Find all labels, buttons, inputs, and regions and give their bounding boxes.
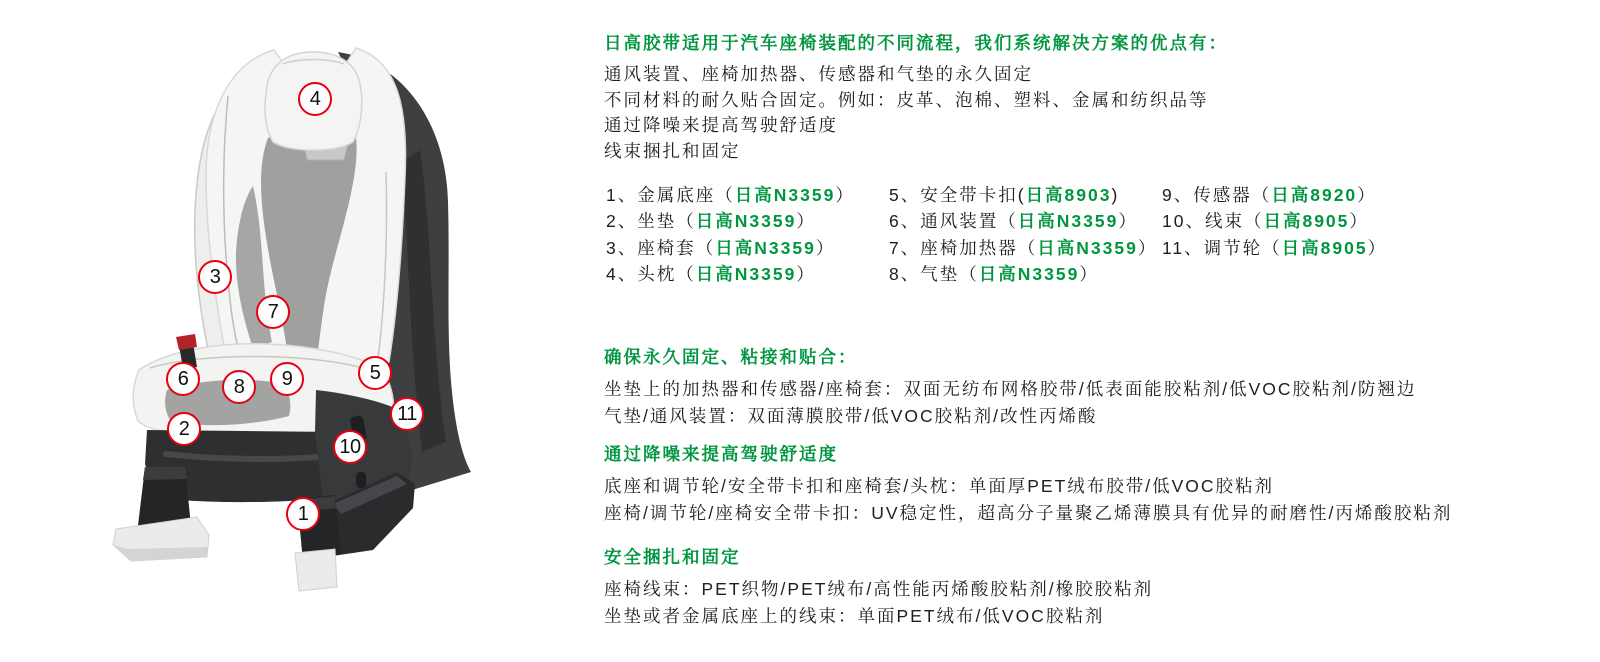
callout-9-label: 9: [281, 368, 293, 390]
parts-list-column-1: [606, 182, 855, 287]
parts-list-column-2: [889, 182, 1157, 287]
product-code: 日高N3359: [1037, 237, 1138, 258]
part-item: 10、线束（日高8905）: [1162, 211, 1369, 232]
part-item: 5、安全带卡扣(日高8903): [889, 185, 1120, 205]
section-line: 坐垫或者金属底座上的线束：单面PET绒布/低VOC胶粘剂: [604, 606, 1105, 626]
callout-6: [166, 362, 200, 396]
section-line: 坐垫上的加热器和传感器/座椅套：双面无纺布网格胶带/低表面能胶粘剂/低VOC胶粘剂/防翘边: [604, 379, 1417, 399]
product-code: 日高N3359: [715, 237, 816, 258]
part-item: 2、坐垫（日高N3359）: [606, 211, 816, 232]
product-code: 日高N3359: [734, 185, 836, 205]
callout-3-label: 3: [209, 266, 221, 288]
product-code: 日高N3359: [1017, 211, 1119, 232]
callout-7-label: 7: [267, 301, 279, 323]
part-item: 8、气垫（日高N3359）: [889, 263, 1099, 284]
intro-line: 线束捆扎和固定: [604, 140, 741, 161]
section-safe-bundling: [604, 544, 1153, 630]
section-line: 座椅线束：PET织物/PET绒布/高性能丙烯酸胶粘剂/橡胶胶粘剂: [604, 579, 1154, 599]
section-line: 气垫/通风装置：双面薄膜胶带/低VOC胶粘剂/改性丙烯酸: [604, 406, 1098, 426]
callout-11: [390, 397, 424, 431]
section-noise-reduction: [604, 441, 1452, 527]
callout-10-label: 10: [339, 436, 361, 458]
callout-10: [333, 430, 367, 464]
intro-line: 通过降噪来提高驾驶舒适度: [604, 115, 838, 136]
section-heading: 通过降噪来提高驾驶舒适度: [604, 444, 838, 464]
part-item: 9、传感器（日高8920）: [1162, 185, 1377, 205]
callout-8-label: 8: [233, 376, 245, 398]
product-code: 日高N3359: [978, 263, 1080, 284]
intro-benefits-list: [604, 62, 1209, 164]
callout-1-label: 1: [297, 503, 309, 525]
callout-5: [358, 356, 392, 390]
callout-2: [167, 412, 201, 446]
product-code: 日高8920: [1271, 185, 1358, 205]
part-item: 4、头枕（日高N3359）: [606, 263, 816, 284]
section-line: 底座和调节轮/安全带卡扣和座椅套/头枕：单面厚PET绒布胶带/低VOC胶粘剂: [604, 476, 1275, 496]
callout-3: [198, 260, 232, 294]
part-item: 1、金属底座（日高N3359）: [606, 185, 855, 205]
part-item: 11、调节轮（日高8905）: [1162, 237, 1388, 258]
section-line: 座椅/调节轮/座椅安全带卡扣：UV稳定性，超高分子量聚乙烯薄膜具有优异的耐磨性/丙烯酸胶粘剂: [604, 503, 1453, 523]
product-code: 日高N3359: [695, 263, 797, 284]
car-seat-illustration: [0, 0, 600, 662]
callout-7: [256, 295, 290, 329]
part-item: 7、座椅加热器（日高N3359）: [889, 237, 1158, 258]
product-code: 日高N3359: [695, 211, 797, 232]
part-item: 3、座椅套（日高N3359）: [606, 237, 836, 258]
callout-11-label: 11: [397, 403, 417, 425]
callout-5-label: 5: [369, 362, 381, 384]
section-permanent-bonding: [604, 344, 1416, 430]
page-title: 日高胶带适用于汽车座椅装配的不同流程，我们系统解决方案的优点有：: [604, 33, 1228, 53]
callout-8: [222, 370, 256, 404]
callout-1: [286, 497, 320, 531]
parts-list-column-3: [1162, 182, 1387, 261]
callout-6-label: 6: [177, 368, 189, 390]
callout-4-label: 4: [309, 88, 321, 110]
product-code: 日高8903: [1025, 185, 1112, 205]
callout-4: [298, 82, 332, 116]
intro-line: 不同材料的耐久贴合固定。例如：皮革、泡棉、塑料、金属和纺织品等: [604, 89, 1209, 110]
product-code: 日高8905: [1263, 211, 1350, 232]
callout-9: [270, 362, 304, 396]
section-heading: 安全捆扎和固定: [604, 547, 741, 567]
section-heading: 确保永久固定、粘接和贴合：: [604, 347, 858, 367]
callout-2-label: 2: [178, 418, 190, 440]
product-code: 日高8905: [1281, 237, 1368, 258]
intro-line: 通风装置、座椅加热器、传感器和气垫的永久固定: [604, 64, 1033, 84]
part-item: 6、通风装置（日高N3359）: [889, 211, 1138, 232]
